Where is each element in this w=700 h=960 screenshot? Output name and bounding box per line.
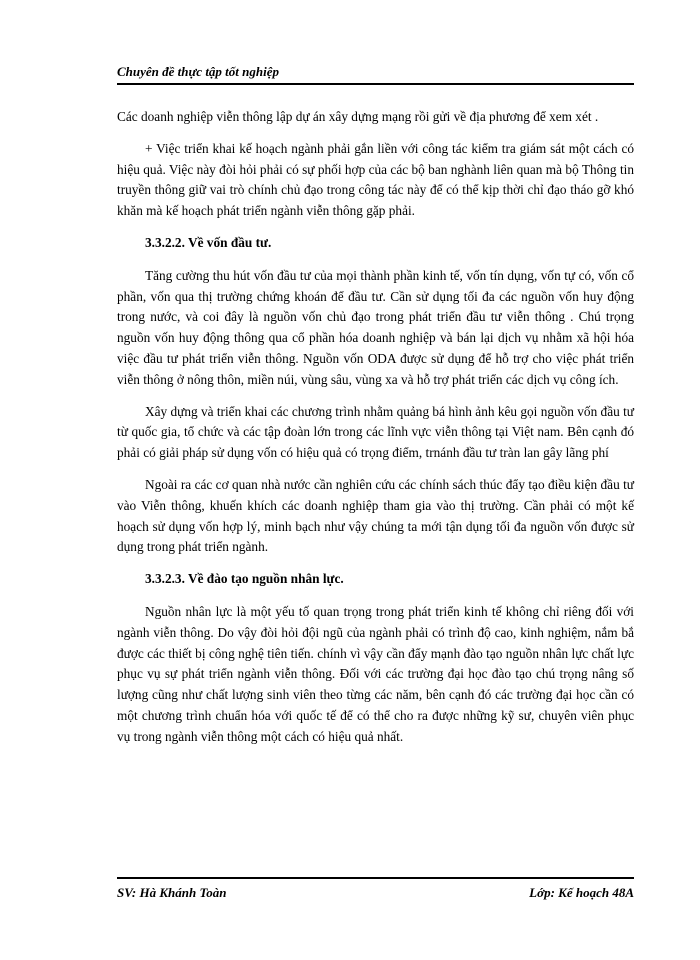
section-heading-3-3-2-3: 3.3.2.3. Về đào tạo nguồn nhân lực. (145, 571, 344, 587)
page-footer (117, 885, 634, 901)
footer-class-name: Lớp: Kế hoạch 48A (529, 885, 634, 900)
paragraph-2: + Việc triển khai kế hoạch ngành phải gắn liền với công tác kiểm tra giám sát một cách có hiệu quả. Việc này đòi hỏi phải có sự phối hợp của các bộ ban nghành liên quan mà bộ Thông tin truyền thông giữ vai trò chính chủ đạo trong công tác này để có thể kịp thời chỉ đạo tháo gỡ khó khăn mà kế hoạch phát triển ngành viễn thông gặp phải. (117, 140, 634, 219)
footer-student-name: SV: Hà Khánh Toàn (117, 885, 227, 900)
section-heading-3-3-2-2: 3.3.2.2. Về vốn đầu tư. (145, 234, 272, 250)
footer-divider (117, 877, 634, 879)
paragraph-1: Các doanh nghiệp viễn thông lập dự án xây dựng mạng rồi gửi về địa phương để xem xét . (117, 109, 599, 124)
paragraph-3: Tăng cường thu hút vốn đầu tư của mọi thành phần kinh tế, vốn tín dụng, vốn tự có, vốn cổ phần, vốn qua thị trường chứng khoán để đầu tư. Cần sử dụng tối đa các nguồn vốn huy động trong nước, và coi đây là nguồn vốn chủ đạo trong phát triển đầu tư viễn thông . Chú trọng nguồn vốn huy động thông qua cổ phần hóa doanh nghiệp và bán lại dịch vụ nhằm xã hội hóa việc đầu tư phát triển viễn thông. Nguồn vốn ODA được sử dụng để hỗ trợ cho việc phát triển viễn thông ở nông thôn, miền núi, vùng sâu, vùng xa và hỗ trợ phát triển các dịch vụ công ích. (117, 267, 634, 387)
header-divider (117, 83, 634, 85)
document-body (117, 107, 634, 759)
paragraph-6: Nguồn nhân lực là một yếu tố quan trọng trong phát triển kinh tế không chỉ riêng đối với ngành viễn thông. Do vậy đòi hỏi đội ngũ của ngành phải có trình độ cao, kinh nghiệm, nắm bắ được các thiết bị công nghệ tiên tiến. chính vì vậy cần đẩy mạnh đào tạo nguồn nhân lực chất lực phục vụ sự phát triển ngành viễn thông. Đối với các trường đại học đào tạo chú trọng nâng số lượng cũng như chất lượng sinh viên theo từng các năm, bên cạnh đó các trường đại học cần có một chương trình chuẩn hóa với quốc tế để có thể cho ra được những kỹ sư, chuyên viên phục vụ trong ngành viễn thông một cách có hiệu quả nhất. (117, 603, 634, 744)
page-header-title: Chuyên đề thực tập tốt nghiệp (117, 64, 279, 79)
paragraph-4: Xây dựng và triển khai các chương trình nhằm quảng bá hình ảnh kêu gọi nguồn vốn đầu tư từ quốc gia, tổ chức và các tập đoàn lớn trong các lĩnh vực viễn thông tại Việt nam. Bên cạnh đó phải có giải pháp sử dụng vốn có hiệu quả có trọng điểm, trnánh đầu tư tràn lan gây lãng phí (117, 403, 634, 461)
paragraph-5: Ngoài ra các cơ quan nhà nước cần nghiên cứu các chính sách thúc đẩy tạo điều kiện đầu tư vào Viễn thông, khuến khích các doanh nghiệp tham gia vào thị trường. Cần phải có một kế hoạch sử dụng vốn hợp lý, minh bạch như vậy chúng ta mới tận dụng tối đa nguồn vốn được sử dụng trong phát triển ngành. (117, 476, 634, 555)
